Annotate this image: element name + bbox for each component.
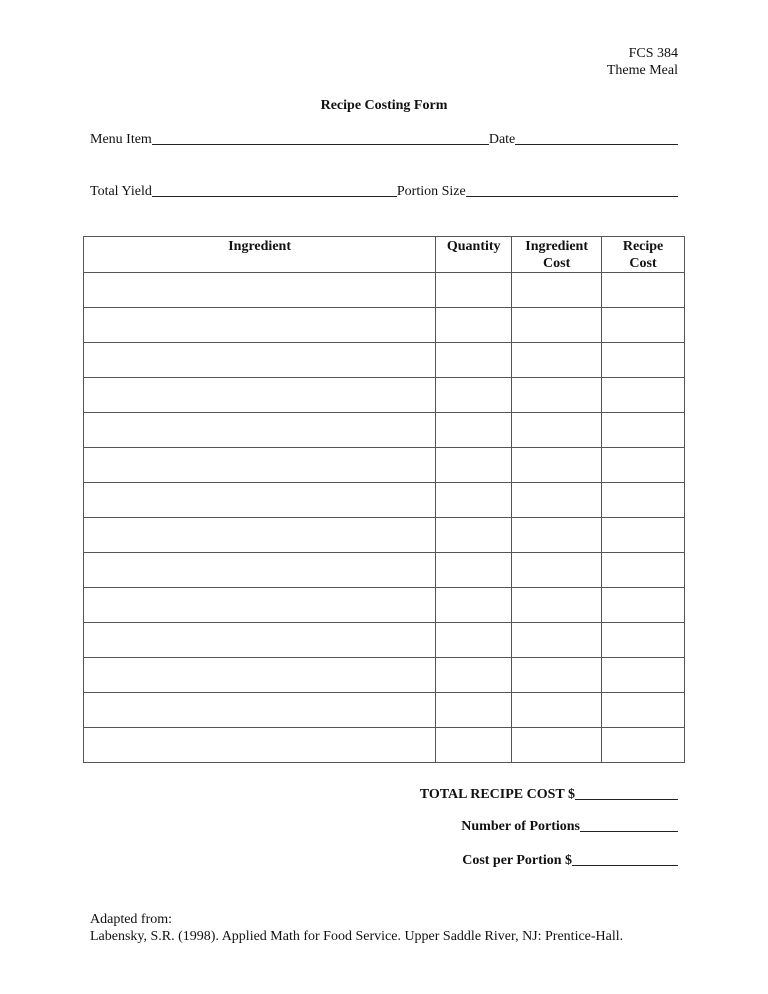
recipe-cost-cell[interactable]	[602, 728, 685, 763]
ingredient-cost-cell[interactable]	[512, 483, 602, 518]
course-subtitle: Theme Meal	[606, 63, 678, 78]
quantity-cell[interactable]	[436, 623, 512, 658]
total-recipe-cost-row	[420, 787, 678, 803]
ingredient-cost-cell[interactable]	[512, 378, 602, 413]
ingredient-cost-cell[interactable]	[512, 273, 602, 308]
ingredient-cost-cell[interactable]	[512, 588, 602, 623]
ingredient-cost-cell[interactable]	[512, 308, 602, 343]
citation	[90, 911, 623, 945]
course-code: FCS 384	[628, 46, 678, 61]
portion-size-field[interactable]	[466, 196, 678, 197]
table-row	[84, 413, 685, 448]
ingredient-cost-cell[interactable]	[512, 728, 602, 763]
col-quantity: Quantity	[436, 237, 512, 273]
cost-per-portion-label: Cost per Portion $	[462, 853, 572, 868]
quantity-cell[interactable]	[436, 273, 512, 308]
table-row	[84, 658, 685, 693]
ingredient-cell[interactable]	[84, 343, 436, 378]
menu-item-field[interactable]	[152, 144, 489, 145]
cost-per-portion-field[interactable]	[572, 865, 678, 866]
recipe-cost-cell[interactable]	[602, 378, 685, 413]
table-row	[84, 273, 685, 308]
menu-item-date-row	[90, 132, 678, 148]
document-header	[607, 45, 678, 79]
table-body	[84, 273, 685, 763]
recipe-cost-cell[interactable]	[602, 623, 685, 658]
ingredient-cell[interactable]	[84, 448, 436, 483]
quantity-cell[interactable]	[436, 588, 512, 623]
recipe-cost-cell[interactable]	[602, 553, 685, 588]
quantity-cell[interactable]	[436, 308, 512, 343]
ingredient-cell[interactable]	[84, 588, 436, 623]
quantity-cell[interactable]	[436, 658, 512, 693]
table-row	[84, 623, 685, 658]
total-yield-field[interactable]	[152, 196, 397, 197]
ingredient-cost-cell[interactable]	[512, 448, 602, 483]
ingredient-cell[interactable]	[84, 483, 436, 518]
ingredient-cost-cell[interactable]	[512, 693, 602, 728]
col-recipe-cost: Recipe Cost	[602, 237, 685, 273]
ingredient-cell[interactable]	[84, 308, 436, 343]
recipe-cost-cell[interactable]	[602, 413, 685, 448]
recipe-cost-cell[interactable]	[602, 588, 685, 623]
number-of-portions-label: Number of Portions	[461, 819, 580, 834]
quantity-cell[interactable]	[436, 378, 512, 413]
ingredient-cell[interactable]	[84, 658, 436, 693]
number-of-portions-row	[461, 819, 678, 835]
ingredient-cost-cell[interactable]	[512, 413, 602, 448]
form-title: Recipe Costing Form	[320, 98, 448, 113]
quantity-cell[interactable]	[436, 413, 512, 448]
quantity-cell[interactable]	[436, 343, 512, 378]
recipe-cost-cell[interactable]	[602, 693, 685, 728]
table-row	[84, 448, 685, 483]
quantity-cell[interactable]	[436, 728, 512, 763]
quantity-cell[interactable]	[436, 448, 512, 483]
recipe-cost-cell[interactable]	[602, 518, 685, 553]
ingredient-table	[83, 236, 685, 763]
table-header-row	[84, 237, 685, 273]
ingredient-cost-cell[interactable]	[512, 623, 602, 658]
ingredient-cost-cell[interactable]	[512, 553, 602, 588]
ingredient-cell[interactable]	[84, 553, 436, 588]
ingredient-cell[interactable]	[84, 413, 436, 448]
yield-portion-row	[90, 184, 678, 200]
quantity-cell[interactable]	[436, 693, 512, 728]
col-ingredient: Ingredient	[84, 237, 436, 273]
table-row	[84, 693, 685, 728]
total-yield-label: Total Yield	[90, 184, 152, 199]
table-row	[84, 378, 685, 413]
ingredient-cell[interactable]	[84, 273, 436, 308]
ingredient-cost-cell[interactable]	[512, 658, 602, 693]
ingredient-cell[interactable]	[84, 623, 436, 658]
table-row	[84, 553, 685, 588]
table-row	[84, 483, 685, 518]
recipe-cost-cell[interactable]	[602, 308, 685, 343]
table-row	[84, 588, 685, 623]
table-row	[84, 728, 685, 763]
cost-per-portion-row	[462, 853, 678, 869]
quantity-cell[interactable]	[436, 518, 512, 553]
quantity-cell[interactable]	[436, 483, 512, 518]
col-ingredient-cost: Ingredient Cost	[512, 237, 602, 273]
citation-intro: Adapted from:	[90, 912, 173, 927]
recipe-cost-cell[interactable]	[602, 448, 685, 483]
total-recipe-cost-field[interactable]	[575, 799, 678, 800]
table-row	[84, 308, 685, 343]
ingredient-cell[interactable]	[84, 693, 436, 728]
recipe-cost-cell[interactable]	[602, 273, 685, 308]
quantity-cell[interactable]	[436, 553, 512, 588]
recipe-cost-cell[interactable]	[602, 343, 685, 378]
citation-reference: Labensky, S.R. (1998). Applied Math for Food Service. Upper Saddle River, NJ: Prentice-Hall.	[90, 929, 624, 944]
recipe-cost-cell[interactable]	[602, 658, 685, 693]
date-field[interactable]	[515, 144, 678, 145]
table-row	[84, 343, 685, 378]
ingredient-cell[interactable]	[84, 518, 436, 553]
date-label: Date	[488, 132, 516, 147]
number-of-portions-field[interactable]	[580, 831, 678, 832]
ingredient-cost-cell[interactable]	[512, 343, 602, 378]
ingredient-cell[interactable]	[84, 728, 436, 763]
ingredient-cell[interactable]	[84, 378, 436, 413]
menu-item-label: Menu Item	[90, 132, 152, 147]
ingredient-cost-cell[interactable]	[512, 518, 602, 553]
portion-size-label: Portion Size	[396, 184, 466, 199]
table-row	[84, 518, 685, 553]
recipe-cost-cell[interactable]	[602, 483, 685, 518]
total-recipe-cost-label: TOTAL RECIPE COST $	[419, 787, 575, 802]
